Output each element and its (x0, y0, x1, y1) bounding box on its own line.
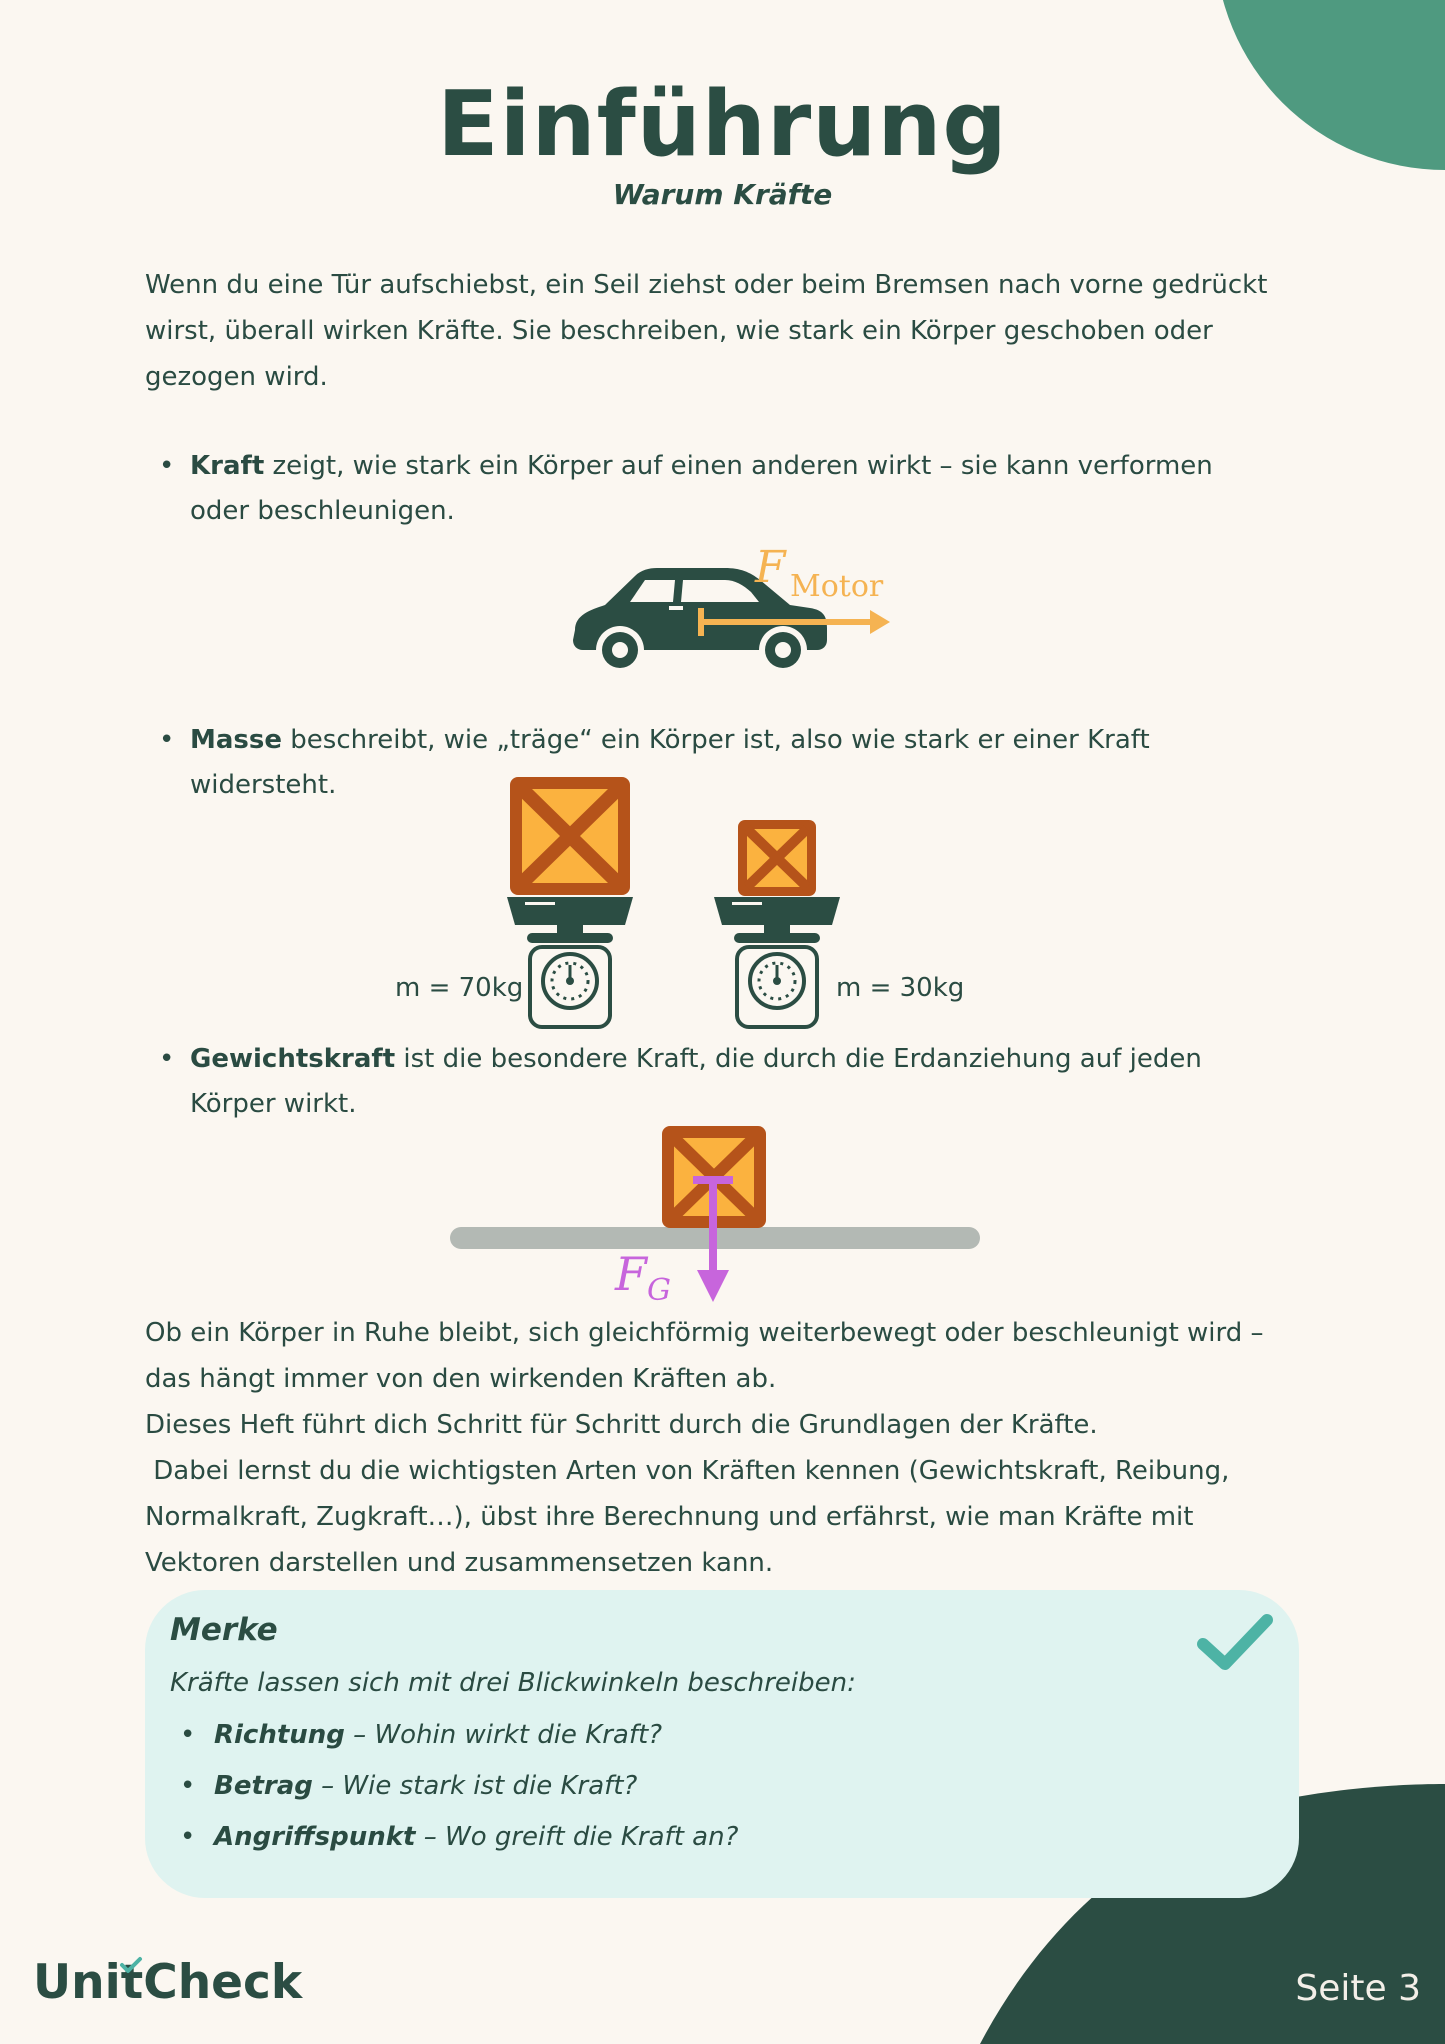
merke-item (180, 1720, 662, 1750)
bullet-dot: • (180, 1822, 196, 1852)
page-number: Seite 3 (1295, 1968, 1421, 2009)
left-scale-icon (507, 897, 633, 1027)
car-force-figure (565, 540, 905, 690)
logo-check-icon (119, 1956, 143, 1974)
bullet-kraft (145, 444, 1275, 534)
bullet-text: zeigt, wie stark ein Körper auf einen anderen wirkt – sie kann verformen oder beschleunigen. (190, 451, 1213, 526)
page-title: Einführung (437, 72, 1008, 177)
merke-item (180, 1822, 738, 1852)
unitcheck-logo (33, 1955, 302, 2010)
bullet-dot: • (159, 725, 175, 755)
check-icon (1195, 1612, 1275, 1674)
bullet-text: beschreibt, wie „träge“ ein Körper ist, also wie stark er einer Kraft widersteht. (190, 725, 1150, 800)
body-line: Dabei lernst du die wichtigsten Arten von Kräften kennen (Gewichtskraft, Reibung, Normalkraft, Zugkraft…), übst ihre Berechnung und erfährst, wie man Kräfte mit Vektoren darstellen und zusammensetzen kann. (145, 1456, 1238, 1578)
bullet-dot: • (180, 1771, 196, 1801)
merke-item-term: Angriffspunkt (214, 1822, 416, 1852)
mass-label-left: m = 70kg (395, 973, 524, 1003)
mass-label-right: m = 30kg (836, 973, 965, 1003)
intro-paragraph: Wenn du eine Tür aufschiebst, ein Seil ziehst oder beim Bremsen nach vorne gedrückt wirst, überall wirken Kräfte. Sie beschreiben, wie stark ein Körper geschoben oder gezogen wird. (145, 270, 1268, 392)
logo-part-check: Check (143, 1955, 303, 2010)
scales-figure (505, 775, 845, 1035)
merke-item-term: Richtung (214, 1720, 345, 1750)
merke-item-term: Betrag (214, 1771, 313, 1801)
merke-title: Merke (170, 1612, 278, 1648)
merke-item-text: – Wohin wirkt die Kraft? (344, 1720, 663, 1750)
merke-intro: Kräfte lassen sich mit drei Blickwinkeln beschreiben: (170, 1668, 856, 1698)
bullet-term: Kraft (190, 451, 265, 481)
gravity-force-label: F (615, 1247, 647, 1301)
body-line: Dieses Heft führt dich Schritt für Schritt durch die Grundlagen der Kräfte. (145, 1410, 1098, 1440)
motor-force-label: F (755, 542, 786, 593)
bullet-dot: • (180, 1720, 196, 1750)
bullet-term: Gewichtskraft (190, 1044, 396, 1074)
body-line: Ob ein Körper in Ruhe bleibt, sich gleichförmig weiterbewegt oder beschleunigt wird – das hängt immer von den wirkenden Kräften ab. (145, 1318, 1264, 1394)
merke-item-text: – Wo greift die Kraft an? (415, 1822, 739, 1852)
logo-part-unit: Unit (33, 1955, 144, 2010)
large-crate-icon (510, 777, 630, 895)
bullet-dot: • (159, 451, 175, 481)
bullet-gewichtskraft (145, 1037, 1275, 1127)
body-paragraph (145, 1310, 1305, 1586)
bullet-text: ist die besondere Kraft, die durch die Erdanziehung auf jeden Körper wirkt. (190, 1044, 1202, 1119)
gravity-force-figure (445, 1120, 985, 1310)
bullet-term: Masse (190, 725, 283, 755)
small-crate-icon (738, 820, 816, 896)
gravity-force-subscript: G (647, 1273, 671, 1308)
page-subtitle: Warum Kräfte (612, 178, 833, 211)
motor-force-subscript: Motor (790, 569, 884, 604)
merke-item (180, 1771, 637, 1801)
right-scale-icon (714, 897, 840, 1027)
merke-item-text: – Wie stark ist die Kraft? (312, 1771, 638, 1801)
bullet-dot: • (159, 1044, 175, 1074)
